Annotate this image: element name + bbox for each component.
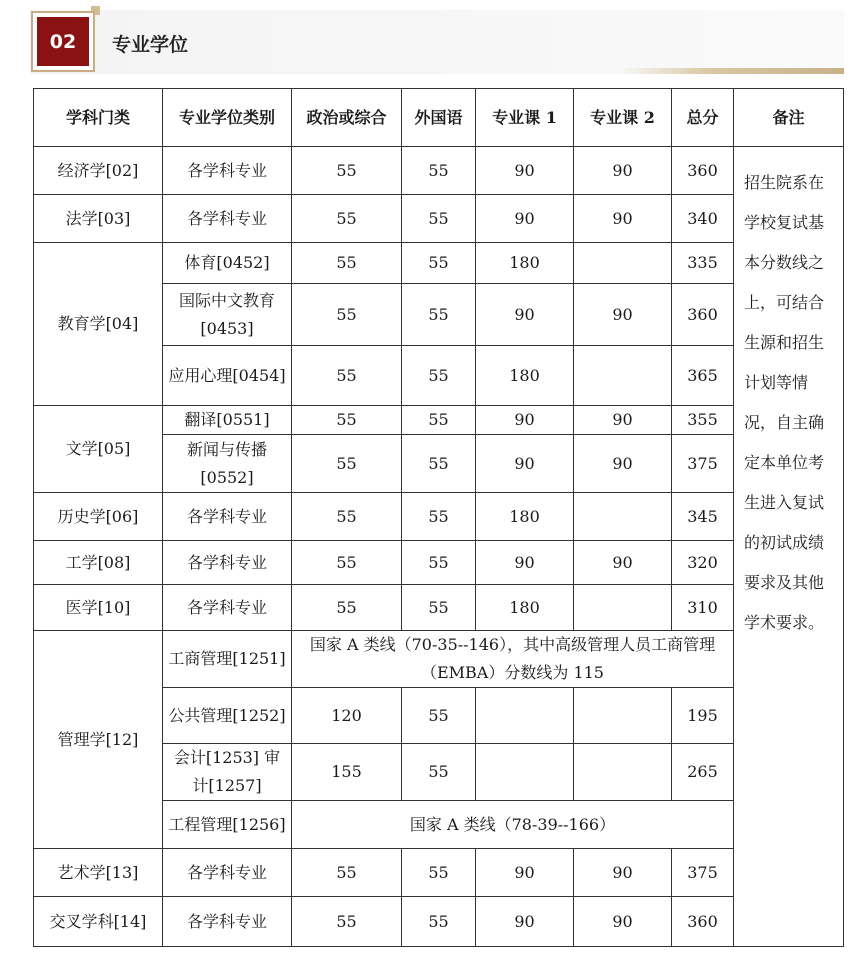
course1-cell: 90 [476, 897, 574, 947]
total-cell: 310 [672, 585, 734, 631]
foreign-cell: 55 [402, 688, 476, 744]
score-table [33, 88, 844, 947]
course1-cell: 90 [476, 435, 574, 493]
category-cell: 各学科专业 [163, 493, 292, 541]
foreign-cell: 55 [402, 897, 476, 947]
course2-cell [574, 744, 672, 801]
total-cell: 375 [672, 849, 734, 897]
table-row [34, 541, 844, 585]
category-cell: 应用心理[0454] [163, 346, 292, 406]
table-row [34, 147, 844, 195]
category-cell: 翻译[0551] [163, 406, 292, 435]
merged-score-cell: 国家 A 类线（70-35--146），其中高级管理人员工商管理（EMBA）分数线为 115 [292, 631, 734, 688]
discipline-cell: 艺术学[13] [34, 849, 163, 897]
discipline-cell: 工学[08] [34, 541, 163, 585]
discipline-cell: 管理学[12] [34, 631, 163, 849]
category-cell: 新闻与传播[0552] [163, 435, 292, 493]
merged-score-cell: 国家 A 类线（78-39--166） [292, 801, 734, 849]
note-cell [734, 147, 844, 947]
politics-cell: 55 [292, 284, 402, 346]
category-cell: 公共管理[1252] [163, 688, 292, 744]
discipline-cell: 法学[03] [34, 195, 163, 243]
politics-cell: 55 [292, 897, 402, 947]
header-accent-line [620, 68, 844, 74]
table-header-row [34, 89, 844, 147]
course2-cell: 90 [574, 849, 672, 897]
total-cell: 320 [672, 541, 734, 585]
discipline-cell: 文学[05] [34, 406, 163, 493]
foreign-cell: 55 [402, 195, 476, 243]
category-cell: 国际中文教育[0453] [163, 284, 292, 346]
course2-cell: 90 [574, 147, 672, 195]
foreign-cell: 55 [402, 849, 476, 897]
foreign-cell: 55 [402, 493, 476, 541]
course1-cell: 180 [476, 585, 574, 631]
total-cell: 355 [672, 406, 734, 435]
course1-cell [476, 688, 574, 744]
category-cell: 各学科专业 [163, 195, 292, 243]
foreign-cell: 55 [402, 406, 476, 435]
course2-cell: 90 [574, 284, 672, 346]
course1-cell: 180 [476, 243, 574, 284]
category-cell: 工商管理[1251] [163, 631, 292, 688]
table-row [34, 195, 844, 243]
header-foreign: 外国语 [402, 89, 476, 147]
table-row [34, 897, 844, 947]
category-cell: 各学科专业 [163, 849, 292, 897]
course1-cell: 180 [476, 493, 574, 541]
header-discipline: 学科门类 [34, 89, 163, 147]
table-row [34, 585, 844, 631]
course2-cell [574, 493, 672, 541]
foreign-cell: 55 [402, 346, 476, 406]
foreign-cell: 55 [402, 435, 476, 493]
category-cell: 会计[1253] 审计[1257] [163, 744, 292, 801]
course1-cell: 90 [476, 284, 574, 346]
category-cell: 各学科专业 [163, 897, 292, 947]
politics-cell: 55 [292, 585, 402, 631]
foreign-cell: 55 [402, 284, 476, 346]
category-cell: 体育[0452] [163, 243, 292, 284]
header-politics: 政治或综合 [292, 89, 402, 147]
header-course1: 专业课 1 [476, 89, 574, 147]
category-cell: 各学科专业 [163, 541, 292, 585]
header-course2: 专业课 2 [574, 89, 672, 147]
total-cell: 345 [672, 493, 734, 541]
politics-cell: 120 [292, 688, 402, 744]
note-text: 招生院系在学校复试基本分数线之上，可结合生源和招生计划等情况，自主确定本单位考生进入复试的初试成绩要求及其他学术要求。 [744, 173, 825, 632]
politics-cell: 55 [292, 346, 402, 406]
politics-cell: 55 [292, 849, 402, 897]
course2-cell [574, 346, 672, 406]
foreign-cell: 55 [402, 744, 476, 801]
table-row [34, 493, 844, 541]
discipline-cell: 经济学[02] [34, 147, 163, 195]
foreign-cell: 55 [402, 147, 476, 195]
table-row [34, 243, 844, 284]
politics-cell: 55 [292, 541, 402, 585]
section-number-badge [31, 11, 95, 72]
course1-cell: 90 [476, 147, 574, 195]
total-cell: 335 [672, 243, 734, 284]
total-cell: 360 [672, 147, 734, 195]
politics-cell: 55 [292, 435, 402, 493]
total-cell: 375 [672, 435, 734, 493]
header-total: 总分 [672, 89, 734, 147]
course2-cell: 90 [574, 897, 672, 947]
table-row [34, 849, 844, 897]
politics-cell: 55 [292, 406, 402, 435]
discipline-cell: 教育学[04] [34, 243, 163, 406]
total-cell: 365 [672, 346, 734, 406]
course2-cell: 90 [574, 435, 672, 493]
header-note: 备注 [734, 89, 844, 147]
total-cell: 195 [672, 688, 734, 744]
foreign-cell: 55 [402, 541, 476, 585]
course2-cell: 90 [574, 195, 672, 243]
politics-cell: 55 [292, 147, 402, 195]
total-cell: 360 [672, 897, 734, 947]
table-row [34, 631, 844, 688]
section-number: 02 [37, 17, 89, 66]
politics-cell: 55 [292, 195, 402, 243]
politics-cell: 55 [292, 243, 402, 284]
discipline-cell: 历史学[06] [34, 493, 163, 541]
politics-cell: 55 [292, 493, 402, 541]
foreign-cell: 55 [402, 243, 476, 284]
category-cell: 工程管理[1256] [163, 801, 292, 849]
discipline-cell: 交叉学科[14] [34, 897, 163, 947]
politics-cell: 155 [292, 744, 402, 801]
course2-cell [574, 243, 672, 284]
course1-cell: 90 [476, 849, 574, 897]
course2-cell [574, 585, 672, 631]
foreign-cell: 55 [402, 585, 476, 631]
course1-cell [476, 744, 574, 801]
course1-cell: 90 [476, 195, 574, 243]
section-title: 专业学位 [112, 34, 189, 56]
discipline-cell: 医学[10] [34, 585, 163, 631]
course2-cell: 90 [574, 406, 672, 435]
table-row [34, 406, 844, 435]
course1-cell: 180 [476, 346, 574, 406]
course1-cell: 90 [476, 541, 574, 585]
category-cell: 各学科专业 [163, 147, 292, 195]
header-category: 专业学位类别 [163, 89, 292, 147]
total-cell: 360 [672, 284, 734, 346]
total-cell: 340 [672, 195, 734, 243]
course2-cell: 90 [574, 541, 672, 585]
course1-cell: 90 [476, 406, 574, 435]
course2-cell [574, 688, 672, 744]
category-cell: 各学科专业 [163, 585, 292, 631]
total-cell: 265 [672, 744, 734, 801]
